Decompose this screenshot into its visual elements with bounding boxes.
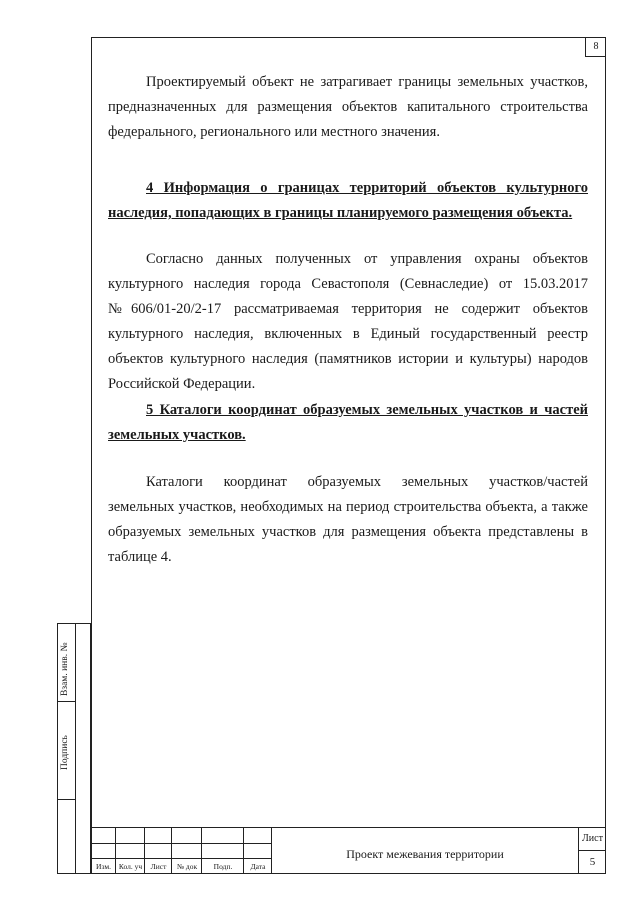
page-number: 8	[585, 37, 606, 57]
paragraph-2-text: Согласно данных полученных от управления охраны объектов культурного наследия города Севастополя (Севнаследие) от 15.03.2017 №606/01-20/2-17 рассматриваемая территория не содержит объектов культурного наследия, включенных в Единый государственный реестр объектов культурного наследия (памятников истории и культуры) народов Российской Федерации.	[108, 251, 588, 392]
vzam-label: Взам. инв. №	[60, 642, 70, 696]
section-4-heading-text: 4 Информация о границах территорий объектов культурного наследия, попадающих в границы планируемого размещения объекта.	[108, 180, 588, 221]
col-data-label: Дата	[250, 862, 266, 871]
paragraph-1-text: Проектируемый объект не затрагивает границы земельных участков, предназначенных для размещения объектов капитального строительства федерального, регионального или местного значения.	[108, 74, 588, 140]
section-5-heading	[108, 398, 588, 448]
paragraph-2	[108, 247, 588, 397]
document-title: Проект межевания территории	[346, 847, 504, 861]
col-list-label: Лист	[150, 862, 167, 871]
section-5-heading-text: 5 Каталоги координат образуемых земельных участков и частей земельных участков.	[108, 402, 588, 443]
col-podp-label: Подп.	[213, 862, 233, 871]
sheet-label: Лист	[579, 828, 606, 851]
col-list	[145, 828, 172, 873]
sheet-cell	[578, 828, 606, 873]
col-izm	[91, 828, 116, 873]
side-stamp-strip	[57, 623, 91, 874]
col-data	[244, 828, 272, 873]
paragraph-3	[108, 470, 588, 570]
col-podp	[202, 828, 244, 873]
podpis-label: Подпись	[60, 735, 70, 770]
page-frame	[91, 37, 606, 874]
title-block	[91, 827, 606, 874]
sheet-number: 5	[589, 856, 596, 868]
paragraph-3-text: Каталоги координат образуемых земельных участков/частей земельных участков, необходимых на период строительства объекта, а также образуемых земельных участков для размещения объекта представлены в таблице 4.	[108, 474, 588, 565]
grid-row-line	[91, 843, 272, 844]
col-ndok	[172, 828, 202, 873]
section-4-heading	[108, 176, 588, 226]
col-ndok-label: № док	[176, 862, 198, 871]
paragraph-1	[108, 70, 588, 145]
col-kol	[116, 828, 145, 873]
inv-cell	[58, 800, 76, 873]
col-izm-label: Изм.	[96, 862, 111, 871]
col-kol-label: Кол. уч	[118, 862, 143, 871]
grid-row-line	[91, 858, 272, 859]
